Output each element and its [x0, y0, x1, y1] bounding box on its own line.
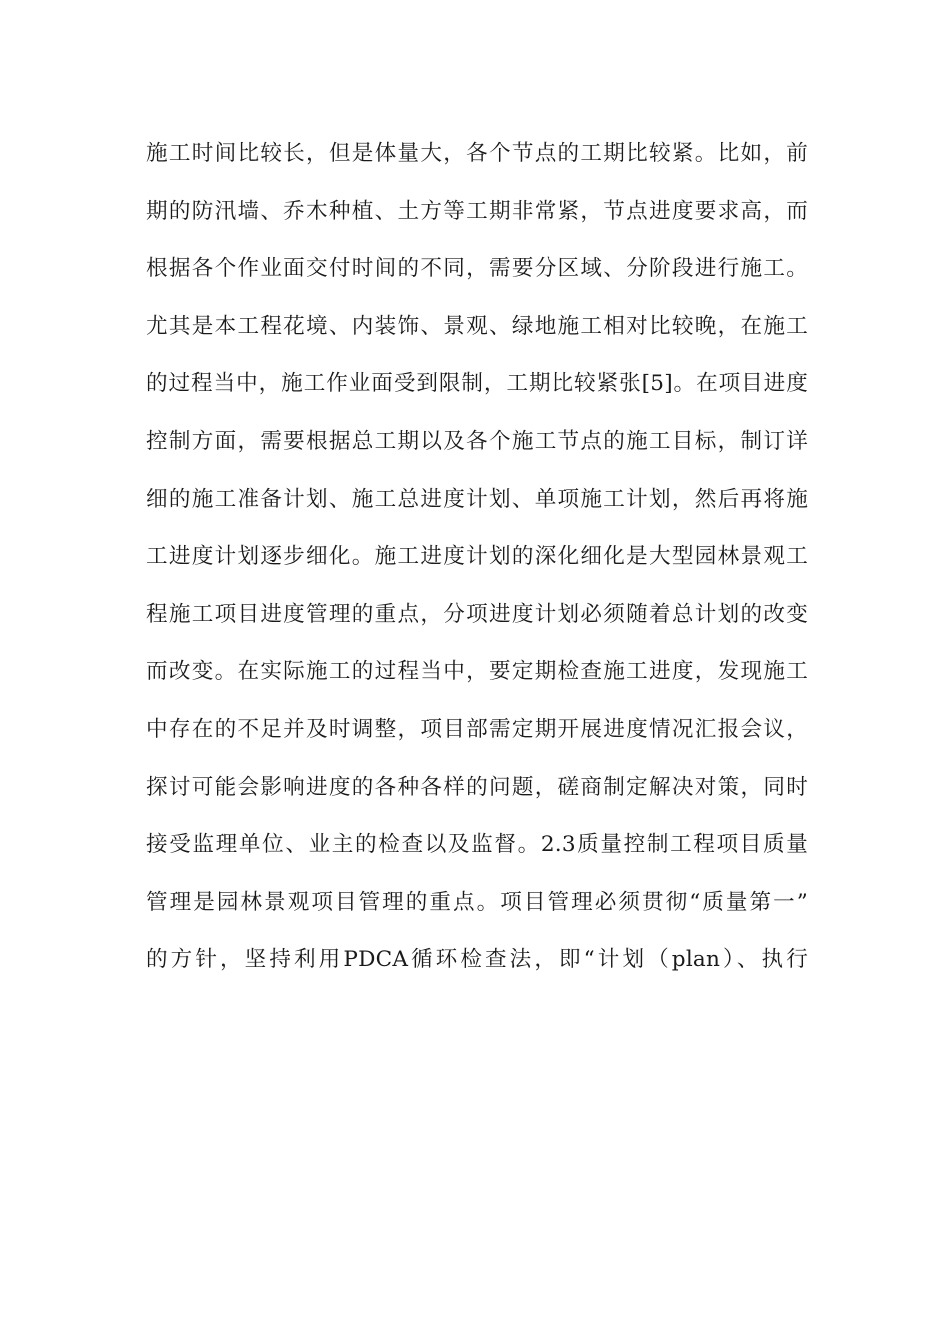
text-line: 根据各个作业面交付时间的不同，需要分区域、分阶段进行施工。 — [146, 256, 808, 282]
text-line: 尤其是本工程花境、内装饰、景观、绿地施工相对比较晚，在施工 — [146, 313, 808, 339]
text-line: 的过程当中，施工作业面受到限制，工期比较紧张[5]。在项目进度 — [146, 371, 808, 397]
text-line: 管理是园林景观项目管理的重点。项目管理必须贯彻“质量第一” — [146, 889, 808, 915]
text-line: 而改变。在实际施工的过程当中，要定期检查施工进度，发现施工 — [146, 659, 808, 685]
text-line: 接受监理单位、业主的检查以及监督。2.3质量控制工程项目质量 — [146, 832, 808, 858]
text-line: 的方针，坚持利用PDCA循环检查法，即“计划（plan）、执行 — [146, 947, 808, 973]
text-line: 中存在的不足并及时调整，项目部需定期开展进度情况汇报会议， — [146, 716, 808, 742]
text-line: 程施工项目进度管理的重点，分项进度计划必须随着总计划的改变 — [146, 601, 808, 627]
text-line: 工进度计划逐步细化。施工进度计划的深化细化是大型园林景观工 — [146, 544, 808, 570]
text-line: 细的施工准备计划、施工总进度计划、单项施工计划，然后再将施 — [146, 486, 808, 512]
body-text — [146, 136, 808, 1000]
text-line: 施工时间比较长，但是体量大，各个节点的工期比较紧。比如，前 — [146, 141, 808, 166]
text-line: 控制方面，需要根据总工期以及各个施工节点的施工目标，制订详 — [146, 428, 808, 454]
text-line: 期的防汛墙、乔木种植、土方等工期非常紧，节点进度要求高，而 — [146, 198, 808, 224]
text-line: 探讨可能会影响进度的各种各样的问题，磋商制定解决对策，同时 — [146, 774, 808, 800]
